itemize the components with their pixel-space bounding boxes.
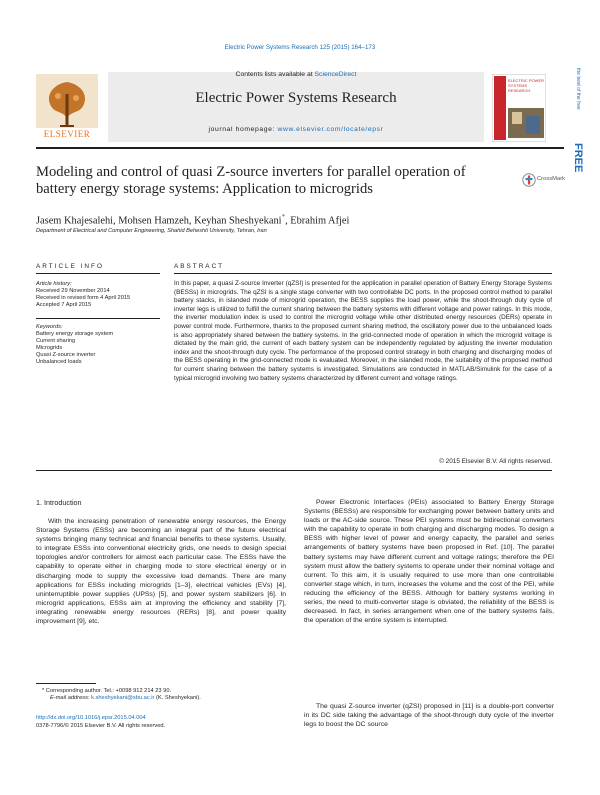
- publisher-name: ELSEVIER: [43, 129, 91, 139]
- keyword-item: Battery energy storage system: [36, 331, 114, 337]
- sciencedirect-link[interactable]: ScienceDirect: [314, 71, 357, 78]
- contents-line: [108, 71, 484, 78]
- intro-col2-paragraph-2: The quasi Z-source inverter (qZSI) proposed in [11] is a double-port converter in its DC side taking the advantage of the shoot-through duty cycle of the inverter legs to boost the DC source: [304, 703, 554, 729]
- crossmark-icon: [522, 173, 536, 187]
- header-rule: [36, 147, 564, 149]
- history-revised: Received in revised form 4 April 2015: [36, 295, 131, 301]
- corresponding-author-marker[interactable]: *: [281, 213, 286, 221]
- abstract-rule: [174, 273, 552, 274]
- abstract-heading: ABSTRACT: [174, 263, 225, 270]
- free-banner-subtext: the best of the free: [575, 68, 581, 110]
- journal-title: Electric Power Systems Research: [195, 90, 397, 106]
- keyword-item: Current sharing: [36, 338, 76, 344]
- keyword-item: Microgrids: [36, 345, 63, 351]
- authors: [36, 213, 349, 226]
- doi-link[interactable]: http://dx.doi.org/10.1016/j.epsr.2015.04.004: [36, 715, 146, 721]
- journal-cover[interactable]: [492, 74, 546, 142]
- article-info-heading: ARTICLE INFO: [36, 263, 104, 270]
- free-banner-text: FREE: [572, 143, 584, 173]
- email-suffix: (K. Sheshyekani).: [154, 695, 201, 702]
- history-accepted: Accepted 7 April 2015: [36, 302, 92, 308]
- intro-col2-paragraph-1: Power Electronic Interfaces (PEIs) associated to Battery Energy Storage Systems (BESSs) are responsible for exchanging power between battery units and loads or the AC-side source. These PEI systems must be bidirectional converters with the capability to operate in both charging and discharging modes. To design a BESS with higher level of power and energy capacity, the parallel and series arrangements of battery systems have been proposed in Ref. [10]. The parallel battery systems may have different current and voltage ratings; therefore the PEI system must allow the battery systems to operate under their nominal voltage and current. To this aim, it is usually required to use more than one controllable converter stage which, in turn, increases the volume and the cost of the PEI, while reducing the efficiency of the BESS. Although for battery systems working in series, the need to multi-converter stage is obviated, the reliability of the BESS is decreased. In fact, in series arrangement when one of the battery systems fails, the operation of the entire system is interrupted.: [304, 499, 554, 625]
- introduction-heading: 1. Introduction: [36, 498, 82, 507]
- journal-citation[interactable]: Electric Power Systems Research 125 (2015) 164–173: [224, 44, 376, 51]
- elsevier-logo: [36, 74, 98, 140]
- crossmark-label: CrossMark: [537, 176, 566, 182]
- email-link[interactable]: k.sheshyekani@sbu.ac.ir: [91, 695, 155, 702]
- footnotes: [42, 688, 286, 702]
- issn-line: 0378-7796/© 2015 Elsevier B.V. All rights reserved.: [36, 723, 166, 729]
- crossmark-badge[interactable]: [522, 172, 566, 188]
- history-received: Received 29 November 2014: [36, 288, 110, 294]
- footnote-corresponding: * Corresponding author. Tel.: +0098 912 214 23 90.: [42, 688, 172, 694]
- intro-col1-paragraph: With the increasing penetration of renewable energy resources, the Energy Storage Systems (ESSs) are becoming an integral part of the future electrical systems bringing many technical and financial benefits to these systems. Usually, to integrate ESSs into conventional electricity grids, one needs to design special topologies and/or controllers for almost each particular case. The ESSs have the capability to operate either in charging mode to store electrical energy or in discharging mode to supply the excessive load demands. There are many applications for ESSs including microgrids [1–3], electrical vehicles (EVs) [4], uninterruptible power supplies (UPSs) [5], and power system stabilizers [6]. In microgrid applications, ESSs aim at improving the efficiency and stability [7], integrating renewable energy resources (RERs) [8], and power quality improvement [9], etc.: [36, 518, 286, 626]
- footnote-email: [42, 695, 286, 702]
- keywords-rule: [36, 318, 160, 319]
- free-banner[interactable]: [563, 70, 593, 190]
- keyword-item: Quasi Z-source inverter: [36, 352, 96, 358]
- authors-list: Jasem Khajesalehi, Mohsen Hamzeh, Keyhan Sheshyekani: [36, 215, 282, 227]
- keyword-item: Unbalanced loads: [36, 359, 82, 365]
- footnote-rule: [36, 683, 96, 684]
- article-info-rule: [36, 273, 160, 274]
- abstract-copyright: © 2015 Elsevier B.V. All rights reserved.: [439, 458, 552, 465]
- abstract-bottom-rule: [36, 470, 552, 471]
- homepage-prefix: journal homepage:: [208, 126, 278, 133]
- abstract-text: In this paper, a quasi Z-source Inverter (qZSI) is presented for the application in parallel operation of Battery Energy Storage Systems (BESSs) in microgrids. The qZSI is a single stage converter with two controllable DC ports. In the proposed control method to parallel battery stacks, in islanded mode of microgrid operation, the BESS supplies the load power, while the shoot-through duty cycle of inverter legs is utilized to fulfill the current sharing between the battery systems with different voltage and power ratings. In this mode, the inverter modulation index is used to control the microgrid voltage while other distributed energy resources (DERs) operate in power control mode. Furthermore, thanks to the proposed current sharing method, the oscillatory power due to the unbalanced loads is also appropriately shared between the battery systems. In the grid-connected mode of operation in which the microgrid voltage is dictated by the main grid, the current of each battery system can be independently regulated by adjusting the inverter modulation index and the shoot-through duty cycle. The performance of the proposed control strategy in both charging and discharging modes of the BESS operating in the grid-connected mode is evaluated. Moreover, in the islanded mode, the suitability of the proposed method for current sharing between the battery systems is investigated. Simulations are conducted in MATLAB/Simulink for the case of a typical microgrid involving two battery systems characterized by different current and voltage ratings.: [174, 280, 552, 382]
- email-label: E-mail address:: [50, 695, 92, 702]
- article-title: Modeling and control of quasi Z-source inverters for parallel operation of battery energy storage systems: Application to microgrids: [36, 164, 466, 197]
- keywords-label: Keywords:: [36, 324, 63, 330]
- homepage-line: [108, 126, 484, 133]
- homepage-link[interactable]: www.elsevier.com/locate/epsr: [277, 126, 384, 133]
- affiliation: Department of Electrical and Computer Engineering, Shahid Beheshti University, Tehran, Iran: [36, 228, 267, 234]
- history-label: Article history:: [36, 281, 72, 287]
- cover-title: ELECTRIC POWER SYSTEMS RESEARCH: [508, 78, 545, 93]
- contents-prefix: Contents lists available at: [235, 71, 315, 78]
- keywords: [36, 324, 160, 366]
- authors-last: , Ebrahim Afjei: [285, 215, 350, 227]
- article-history: [36, 281, 160, 309]
